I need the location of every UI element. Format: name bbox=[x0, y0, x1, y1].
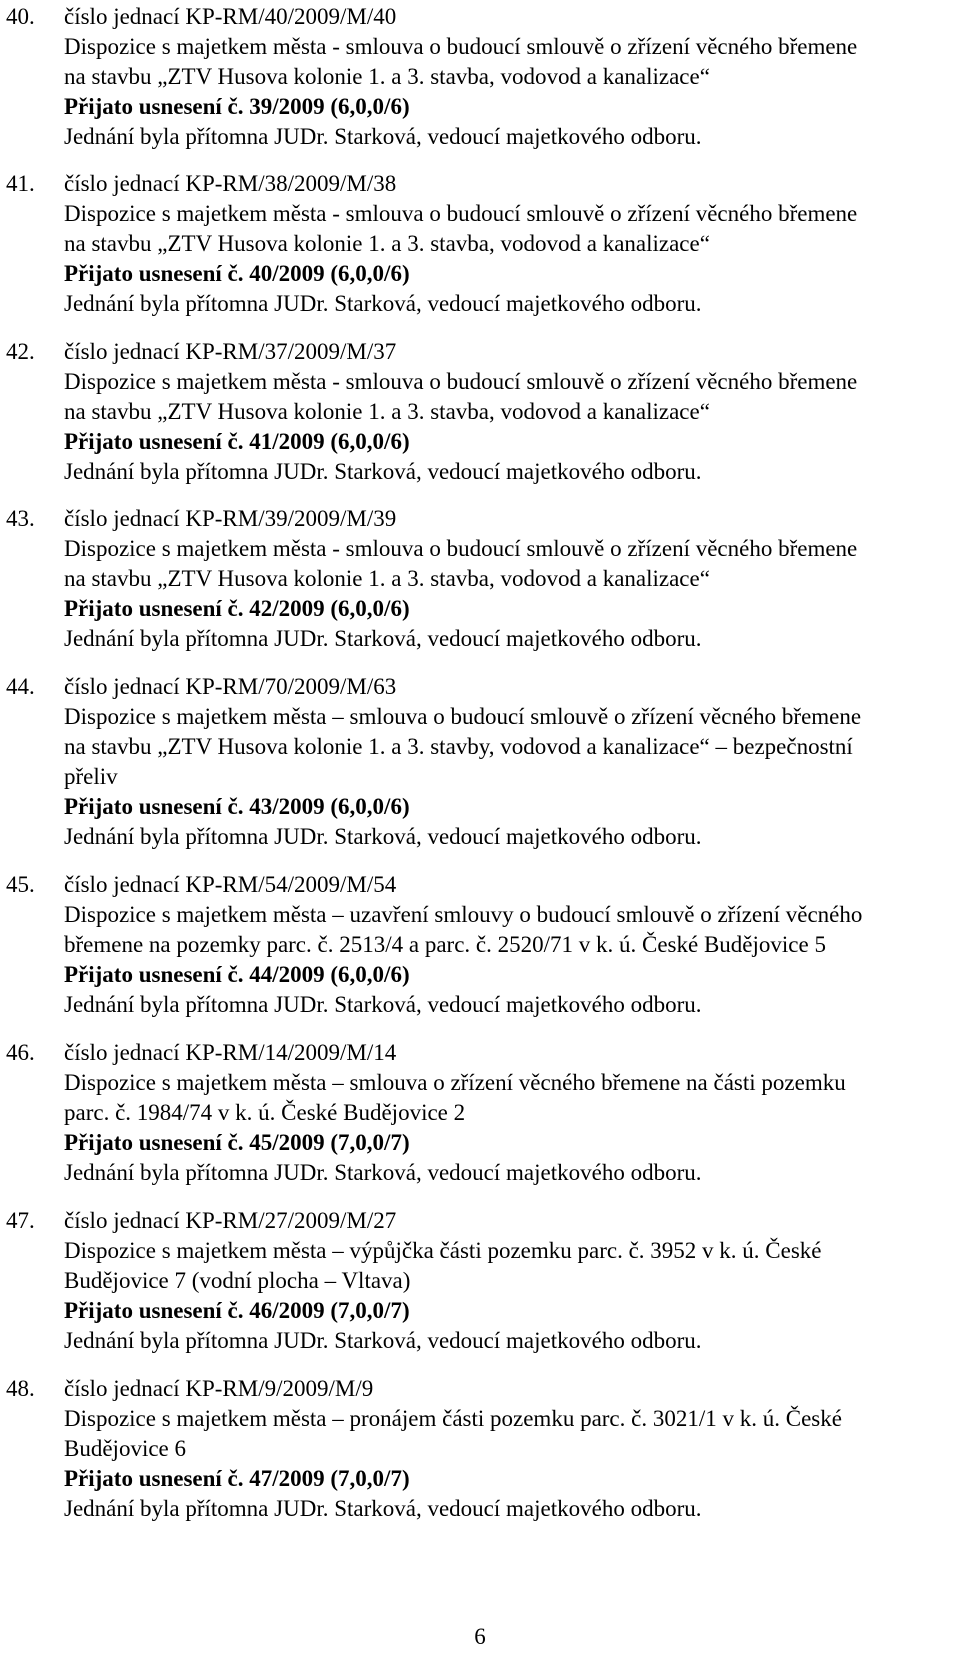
resolution: Přijato usnesení č. 42/2009 (6,0,0/6) bbox=[64, 596, 410, 621]
subject-line: na stavbu „ZTV Husova kolonie 1. a 3. stavba, vodovod a kanalizace“ bbox=[64, 566, 710, 591]
resolution: Přijato usnesení č. 47/2009 (7,0,0/7) bbox=[64, 1466, 410, 1491]
reference-number: číslo jednací KP-RM/40/2009/M/40 bbox=[64, 4, 397, 29]
item-number: 44. bbox=[6, 674, 35, 699]
agenda-item bbox=[6, 2, 956, 152]
subject-line: Dispozice s majetkem města - smlouva o budoucí smlouvě o zřízení věcného břemene bbox=[64, 201, 858, 226]
attendance-note: Jednání byla přítomna JUDr. Starková, vedoucí majetkového odboru. bbox=[64, 626, 702, 651]
agenda-item bbox=[6, 870, 956, 1020]
reference-number: číslo jednací KP-RM/38/2009/M/38 bbox=[64, 171, 397, 196]
resolution: Přijato usnesení č. 43/2009 (6,0,0/6) bbox=[64, 794, 410, 819]
agenda-item bbox=[6, 504, 956, 654]
attendance-note: Jednání byla přítomna JUDr. Starková, vedoucí majetkového odboru. bbox=[64, 992, 702, 1017]
subject-line: na stavbu „ZTV Husova kolonie 1. a 3. stavba, vodovod a kanalizace“ bbox=[64, 231, 710, 256]
attendance-note: Jednání byla přítomna JUDr. Starková, vedoucí majetkového odboru. bbox=[64, 1328, 702, 1353]
reference-number: číslo jednací KP-RM/14/2009/M/14 bbox=[64, 1040, 397, 1065]
subject-line: Budějovice 7 (vodní plocha – Vltava) bbox=[64, 1268, 411, 1293]
agenda-item bbox=[6, 337, 956, 487]
subject-line: Dispozice s majetkem města – pronájem části pozemku parc. č. 3021/1 v k. ú. České bbox=[64, 1406, 842, 1431]
attendance-note: Jednání byla přítomna JUDr. Starková, vedoucí majetkového odboru. bbox=[64, 124, 702, 149]
item-number: 46. bbox=[6, 1040, 35, 1065]
item-number: 42. bbox=[6, 339, 35, 364]
subject-line: na stavbu „ZTV Husova kolonie 1. a 3. stavba, vodovod a kanalizace“ bbox=[64, 64, 710, 89]
resolution: Přijato usnesení č. 41/2009 (6,0,0/6) bbox=[64, 429, 410, 454]
attendance-note: Jednání byla přítomna JUDr. Starková, vedoucí majetkového odboru. bbox=[64, 1496, 702, 1521]
attendance-note: Jednání byla přítomna JUDr. Starková, vedoucí majetkového odboru. bbox=[64, 291, 702, 316]
reference-number: číslo jednací KP-RM/70/2009/M/63 bbox=[64, 674, 397, 699]
reference-number: číslo jednací KP-RM/37/2009/M/37 bbox=[64, 339, 397, 364]
subject-line: na stavbu „ZTV Husova kolonie 1. a 3. stavba, vodovod a kanalizace“ bbox=[64, 399, 710, 424]
page-number: 6 bbox=[474, 1624, 486, 1649]
resolution: Přijato usnesení č. 39/2009 (6,0,0/6) bbox=[64, 94, 410, 119]
subject-line: břemene na pozemky parc. č. 2513/4 a parc. č. 2520/71 v k. ú. České Budějovice 5 bbox=[64, 932, 826, 957]
attendance-note: Jednání byla přítomna JUDr. Starková, vedoucí majetkového odboru. bbox=[64, 1160, 702, 1185]
subject-line: na stavbu „ZTV Husova kolonie 1. a 3. stavby, vodovod a kanalizace“ – bezpečnostní bbox=[64, 734, 853, 759]
agenda-item bbox=[6, 672, 956, 852]
subject-line: přeliv bbox=[64, 764, 118, 789]
subject-line: Dispozice s majetkem města – smlouva o zřízení věcného břemene na části pozemku bbox=[64, 1070, 846, 1095]
item-number: 40. bbox=[6, 4, 35, 29]
subject-line: Dispozice s majetkem města – výpůjčka části pozemku parc. č. 3952 v k. ú. České bbox=[64, 1238, 822, 1263]
agenda-item bbox=[6, 1206, 956, 1356]
item-number: 45. bbox=[6, 872, 35, 897]
subject-line: Dispozice s majetkem města - smlouva o budoucí smlouvě o zřízení věcného břemene bbox=[64, 34, 858, 59]
item-number: 43. bbox=[6, 506, 35, 531]
agenda-item bbox=[6, 1374, 956, 1524]
attendance-note: Jednání byla přítomna JUDr. Starková, vedoucí majetkového odboru. bbox=[64, 824, 702, 849]
subject-line: Dispozice s majetkem města - smlouva o budoucí smlouvě o zřízení věcného břemene bbox=[64, 536, 858, 561]
resolution: Přijato usnesení č. 45/2009 (7,0,0/7) bbox=[64, 1130, 410, 1155]
subject-line: parc. č. 1984/74 v k. ú. České Budějovice 2 bbox=[64, 1100, 466, 1125]
agenda-item bbox=[6, 169, 956, 319]
subject-line: Dispozice s majetkem města - smlouva o budoucí smlouvě o zřízení věcného břemene bbox=[64, 369, 858, 394]
reference-number: číslo jednací KP-RM/9/2009/M/9 bbox=[64, 1376, 374, 1401]
subject-line: Dispozice s majetkem města – smlouva o budoucí smlouvě o zřízení věcného břemene bbox=[64, 704, 862, 729]
subject-line: Budějovice 6 bbox=[64, 1436, 186, 1461]
reference-number: číslo jednací KP-RM/39/2009/M/39 bbox=[64, 506, 397, 531]
attendance-note: Jednání byla přítomna JUDr. Starková, vedoucí majetkového odboru. bbox=[64, 459, 702, 484]
subject-line: Dispozice s majetkem města – uzavření smlouvy o budoucí smlouvě o zřízení věcného bbox=[64, 902, 863, 927]
agenda-item bbox=[6, 1038, 956, 1188]
resolution: Přijato usnesení č. 44/2009 (6,0,0/6) bbox=[64, 962, 410, 987]
resolution: Přijato usnesení č. 46/2009 (7,0,0/7) bbox=[64, 1298, 410, 1323]
item-number: 47. bbox=[6, 1208, 35, 1233]
reference-number: číslo jednací KP-RM/54/2009/M/54 bbox=[64, 872, 397, 897]
item-number: 41. bbox=[6, 171, 35, 196]
item-number: 48. bbox=[6, 1376, 35, 1401]
reference-number: číslo jednací KP-RM/27/2009/M/27 bbox=[64, 1208, 397, 1233]
resolution: Přijato usnesení č. 40/2009 (6,0,0/6) bbox=[64, 261, 410, 286]
